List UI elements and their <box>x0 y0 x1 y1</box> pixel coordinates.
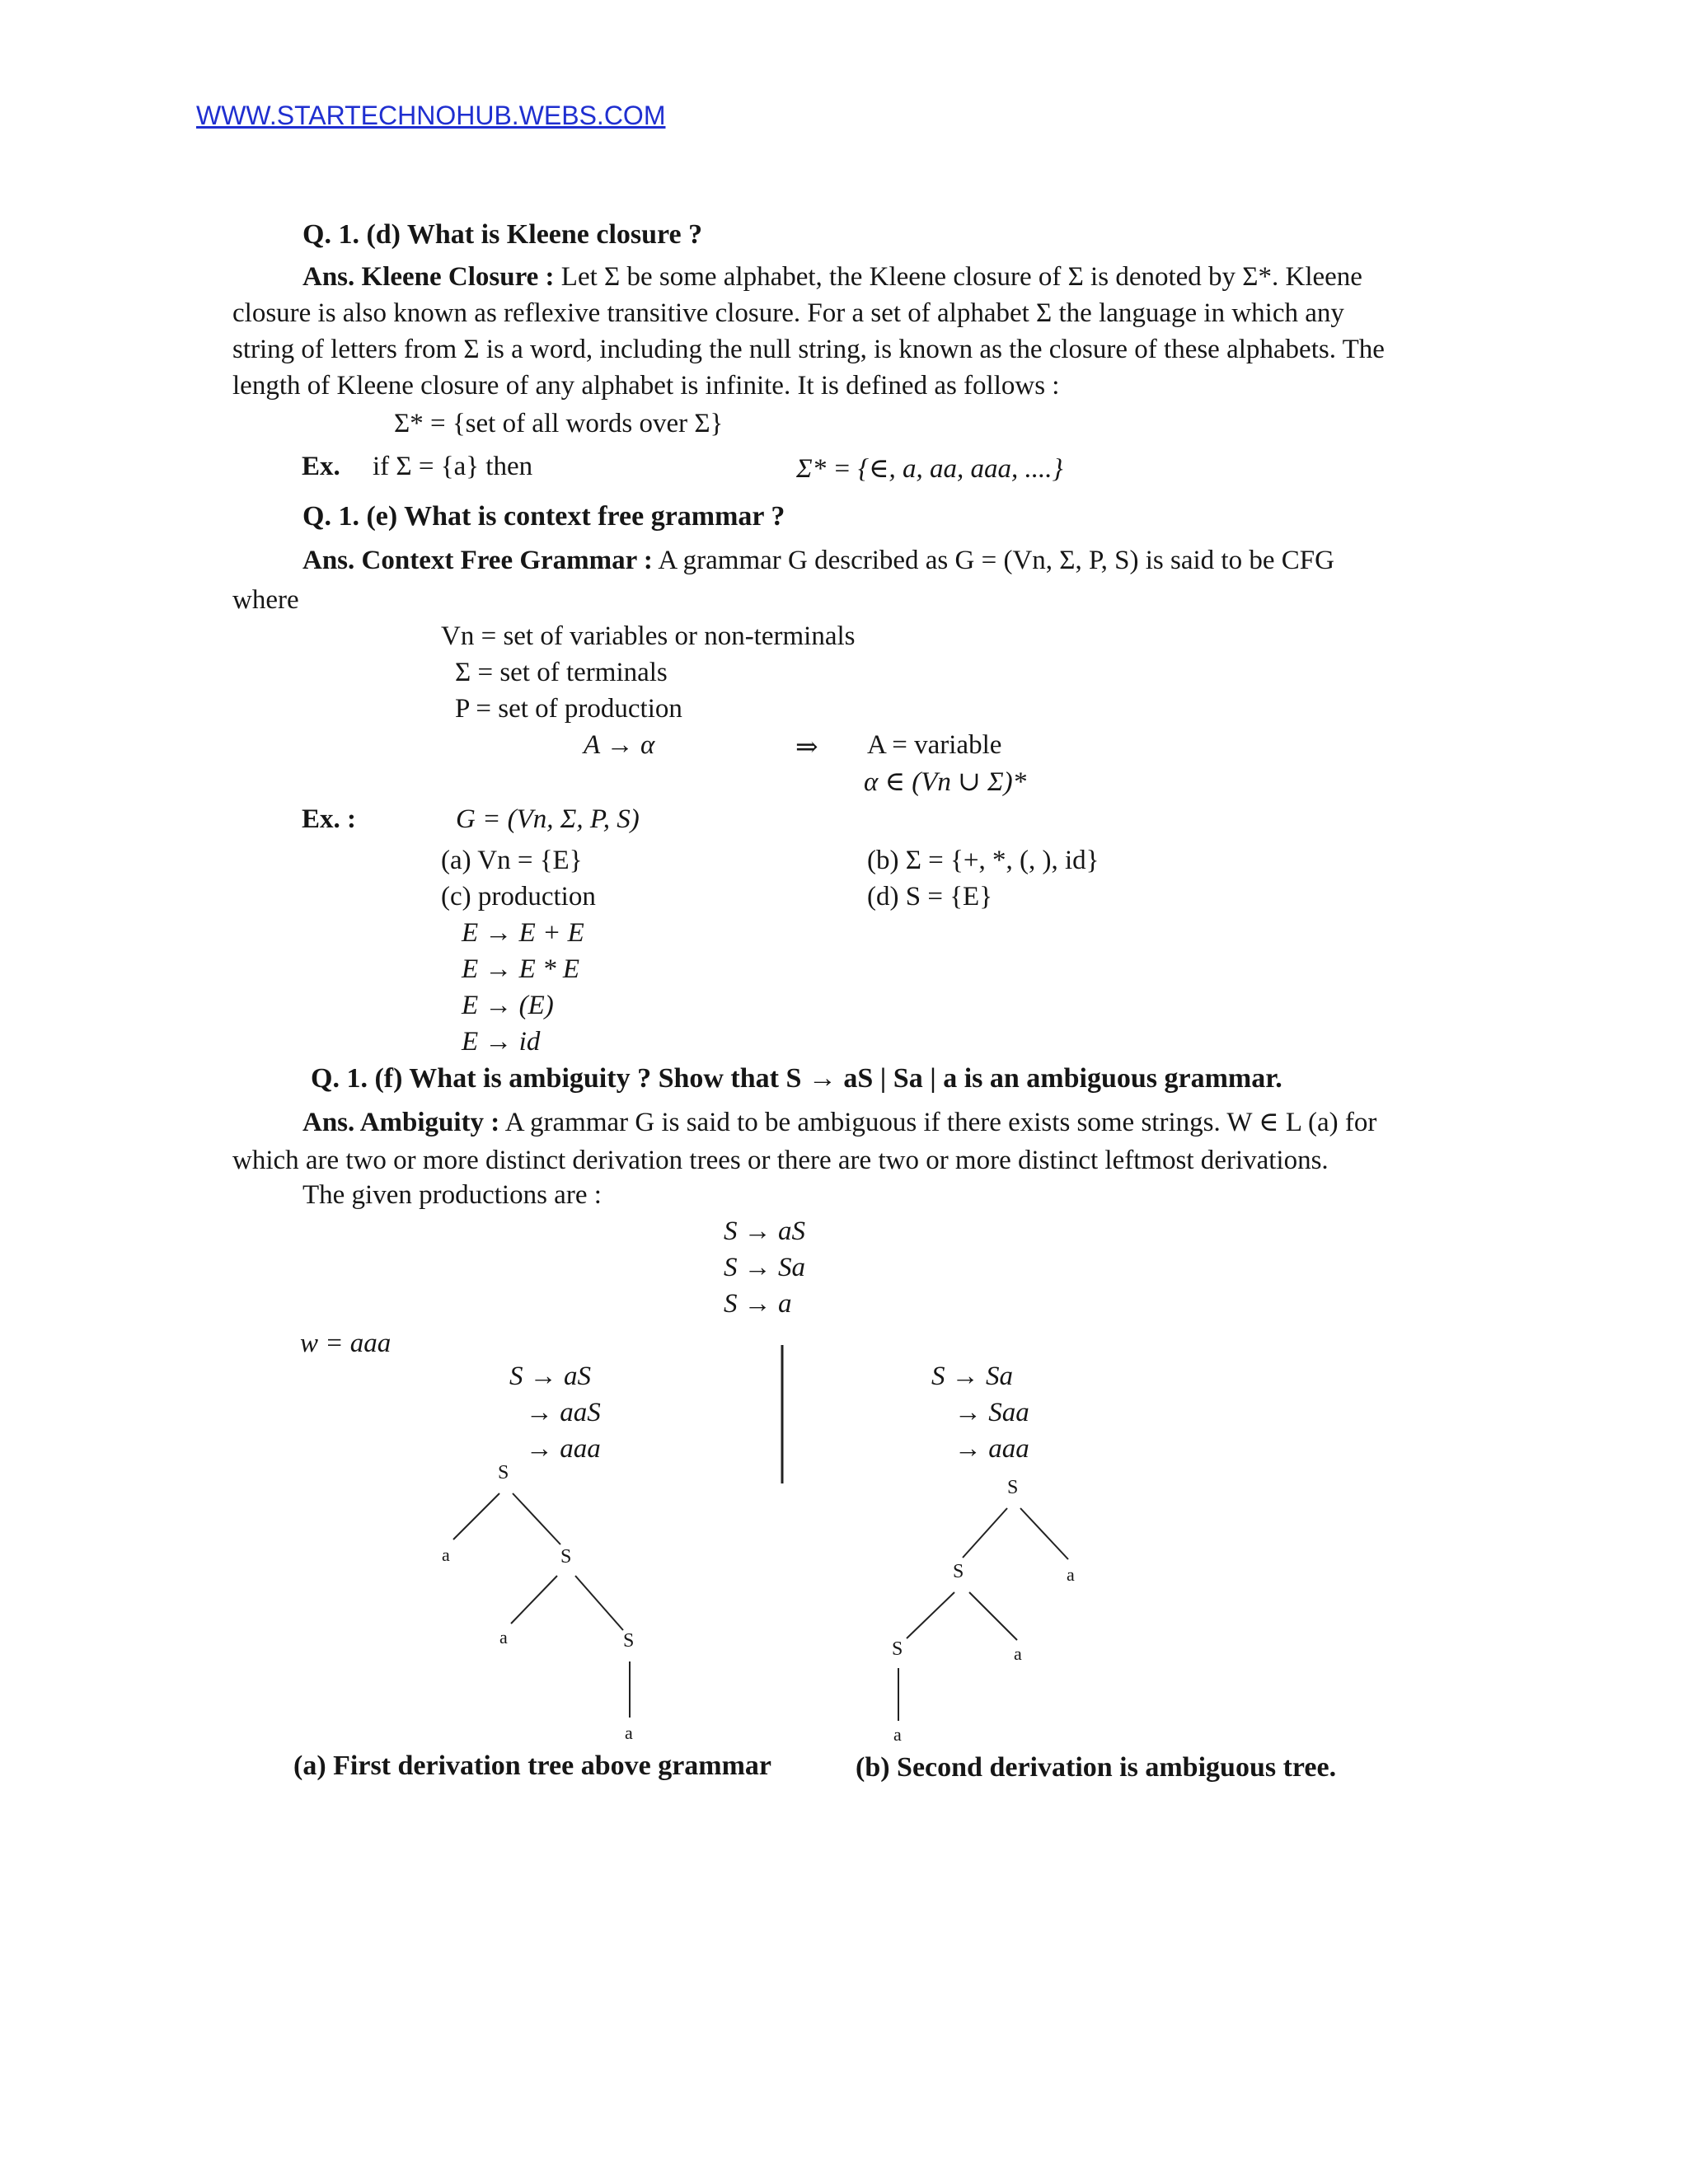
q1d-line1-text: Let Σ be some alphabet, the Kleene closure of Σ is denoted by Σ*. Kleene <box>560 262 1362 292</box>
given-production-2: S → Sa <box>724 1253 805 1282</box>
q1d-ex-right: Σ* = {∈, a, aa, aaa, ....} <box>796 454 1063 484</box>
production-1: E → E + E <box>462 918 584 948</box>
def-vn: Vn = set of variables or non-terminals <box>441 621 856 651</box>
prod-form: A → α <box>584 730 655 760</box>
q1d-line3: string of letters from Σ is a word, including the null string, is known as the closure of these alphabets. The <box>232 335 1385 364</box>
q1e-line1-text: A grammar G described as G = (Vn, Σ, P, S) is said to be CFG <box>658 546 1334 575</box>
left-tree-a1: a <box>442 1544 450 1565</box>
q1d-line2: closure is also known as reflexive transitive closure. For a set of alphabet Σ the language in which any <box>232 298 1344 328</box>
right-tree-a2: a <box>1014 1643 1022 1664</box>
left-tree-a2: a <box>499 1627 508 1647</box>
q1e-answer-label: Ans. Context Free Grammar : <box>302 546 653 575</box>
right-derivation-2: → Saa <box>954 1398 1029 1427</box>
right-tree-a3: a <box>893 1724 902 1745</box>
q1f-line1-text: A grammar G is said to be ambiguous if there exists some strings. W ∈ L (a) for <box>504 1108 1377 1137</box>
kleene-definition: Σ* = {set of all words over Σ} <box>394 409 724 438</box>
question-q1f: Q. 1. (f) What is ambiguity ? Show that S → aS | Sa | a is an ambiguous grammar. <box>311 1063 1282 1094</box>
q1f-given: The given productions are : <box>302 1180 602 1210</box>
left-tree-s3: S <box>623 1630 635 1652</box>
left-tree-s2: S <box>560 1546 572 1568</box>
def-p: P = set of production <box>455 694 682 724</box>
right-tree-s3: S <box>892 1638 903 1660</box>
question-q1e: Q. 1. (e) What is context free grammar ? <box>302 501 785 532</box>
production-2: E → E * E <box>462 954 579 984</box>
q1e-where: where <box>232 585 299 615</box>
question-q1d: Q. 1. (d) What is Kleene closure ? <box>302 219 703 250</box>
ex-g: G = (Vn, Σ, P, S) <box>456 804 640 834</box>
right-derivation-1: S → Sa <box>931 1361 1013 1391</box>
site-link[interactable]: WWW.STARTECHNOHUB.WEBS.COM <box>196 101 666 130</box>
q1d-answer-label: Ans. Kleene Closure : <box>302 262 555 292</box>
left-derivation-2: → aaS <box>526 1398 601 1427</box>
right-tree-s2: S <box>953 1561 964 1582</box>
caption-b: (b) Second derivation is ambiguous tree. <box>856 1752 1337 1783</box>
left-tree-root-s: S <box>498 1462 509 1483</box>
q1e-ex-label: Ex. : <box>302 804 356 834</box>
given-production-1: S → aS <box>724 1216 805 1246</box>
right-tree-a1: a <box>1067 1564 1075 1585</box>
q1d-ex-label: Ex. <box>302 452 340 481</box>
ex-c: (c) production <box>441 882 596 912</box>
w-string: w = aaa <box>300 1329 392 1358</box>
q1d-ex-left: if Σ = {a} then <box>373 452 533 481</box>
production-3: E → (E) <box>462 991 554 1020</box>
var-def: A = variable <box>867 730 1002 760</box>
right-derivation-3: → aaa <box>954 1434 1029 1464</box>
given-production-3: S → a <box>724 1289 792 1319</box>
q1f-answer-label: Ans. Ambiguity : <box>302 1108 500 1137</box>
caption-a: (a) First derivation tree above grammar <box>293 1750 772 1781</box>
production-4: E → id <box>462 1027 541 1057</box>
ex-a: (a) Vn = {E} <box>441 846 583 875</box>
left-derivation-3: → aaa <box>526 1434 601 1464</box>
q1f-line2: which are two or more distinct derivation trees or there are two or more distinct leftmost derivations. <box>232 1146 1329 1175</box>
right-tree-root-s: S <box>1007 1477 1019 1498</box>
ex-d: (d) S = {E} <box>867 882 993 912</box>
ex-b: (b) Σ = {+, *, (, ), id} <box>867 846 1100 875</box>
q1d-line4: length of Kleene closure of any alphabet is infinite. It is defined as follows : <box>232 371 1060 401</box>
alpha-def: α ∈ (Vn ∪ Σ)* <box>864 767 1027 797</box>
def-sigma: Σ = set of terminals <box>455 658 668 687</box>
implies-arrow: ⇒ <box>795 733 818 762</box>
left-derivation-1: S → aS <box>509 1361 591 1391</box>
left-tree-a3: a <box>625 1722 633 1743</box>
